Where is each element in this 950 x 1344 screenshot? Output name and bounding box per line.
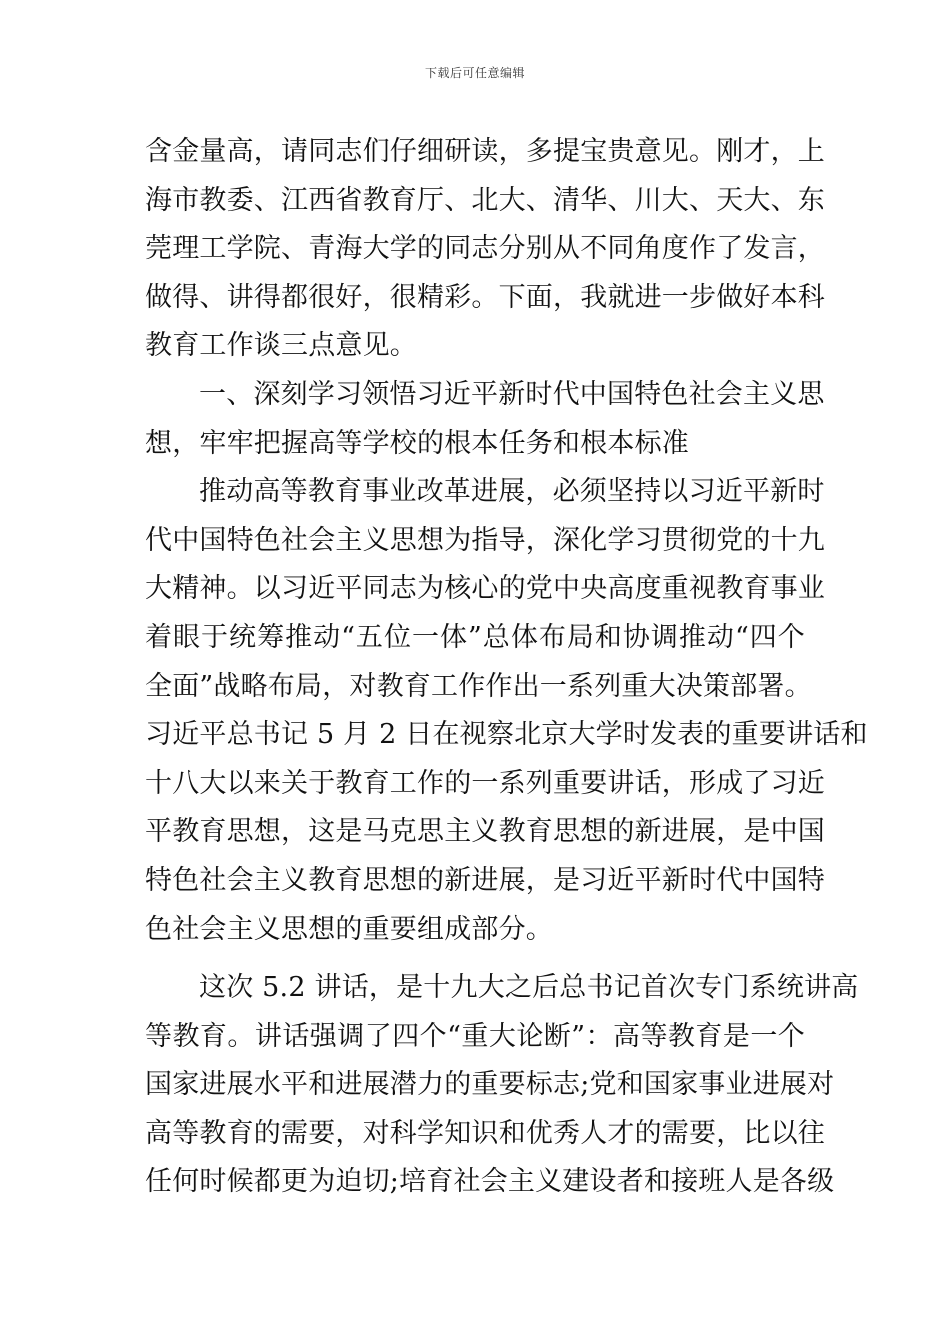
- text-line: 等教育。讲话强调了四个“重大论断”：高等教育是一个: [145, 1020, 805, 1052]
- text-line: 推动高等教育事业改革进展，必须坚持以习近平新时: [199, 476, 825, 508]
- text-line: 这次 5.2 讲话，是十九大之后总书记首次专门系统讲高: [199, 972, 859, 1004]
- text-line: 任何时候都更为迫切;培育社会主义建设者和接班人是各级: [145, 1166, 835, 1198]
- paragraph: [145, 371, 825, 468]
- text-line: 教育工作谈三点意见。: [145, 330, 417, 362]
- document-body: [145, 128, 868, 1207]
- text-line: 十八大以来关于教育工作的一系列重要讲话，形成了习近: [145, 767, 825, 799]
- text-line: 海市教委、江西省教育厅、北大、清华、川大、天大、东: [145, 184, 825, 216]
- text-line: 莞理工学院、青海大学的同志分别从不同角度作了发言，: [145, 233, 825, 265]
- text-line: 含金量高，请同志们仔细研读，多提宝贵意见。刚才，上: [145, 136, 825, 167]
- text-line: 一、深刻学习领悟习近平新时代中国特色社会主义思: [199, 378, 825, 410]
- paragraph-gap: [145, 954, 805, 964]
- text-line: 大精神。以习近平同志为核心的党中央高度重视教育事业: [145, 573, 825, 605]
- text-line: 色社会主义思想的重要组成部分。: [145, 913, 553, 945]
- text-line: 平教育思想，这是马克思主义教育思想的新进展，是中国: [145, 816, 825, 848]
- text-line: 想，牢牢把握高等学校的根本任务和根本标准: [145, 427, 689, 459]
- text-line: 国家进展水平和进展潜力的重要标志;党和国家事业进展对: [145, 1069, 835, 1101]
- text-line: 着眼于统筹推动“五位一体”总体布局和协调推动“四个: [145, 621, 805, 653]
- page-header: 下载后可任意编辑: [424, 66, 525, 80]
- paragraph: [145, 128, 825, 371]
- text-line: 高等教育的需要，对科学知识和优秀人才的需要，比以往: [145, 1117, 825, 1149]
- text-line: 代中国特色社会主义思想为指导，深化学习贯彻党的十九: [145, 524, 825, 556]
- paragraph: [145, 964, 859, 1207]
- text-line: 全面”战略布局，对教育工作作出一系列重大决策部署。: [145, 670, 812, 702]
- text-line: 做得、讲得都很好，很精彩。下面，我就进一步做好本科: [145, 281, 825, 313]
- paragraph: [145, 468, 868, 954]
- text-line: 特色社会主义教育思想的新进展，是习近平新时代中国特: [145, 864, 825, 896]
- text-line: 习近平总书记 5 月 2 日在视察北京大学时发表的重要讲话和: [145, 719, 868, 751]
